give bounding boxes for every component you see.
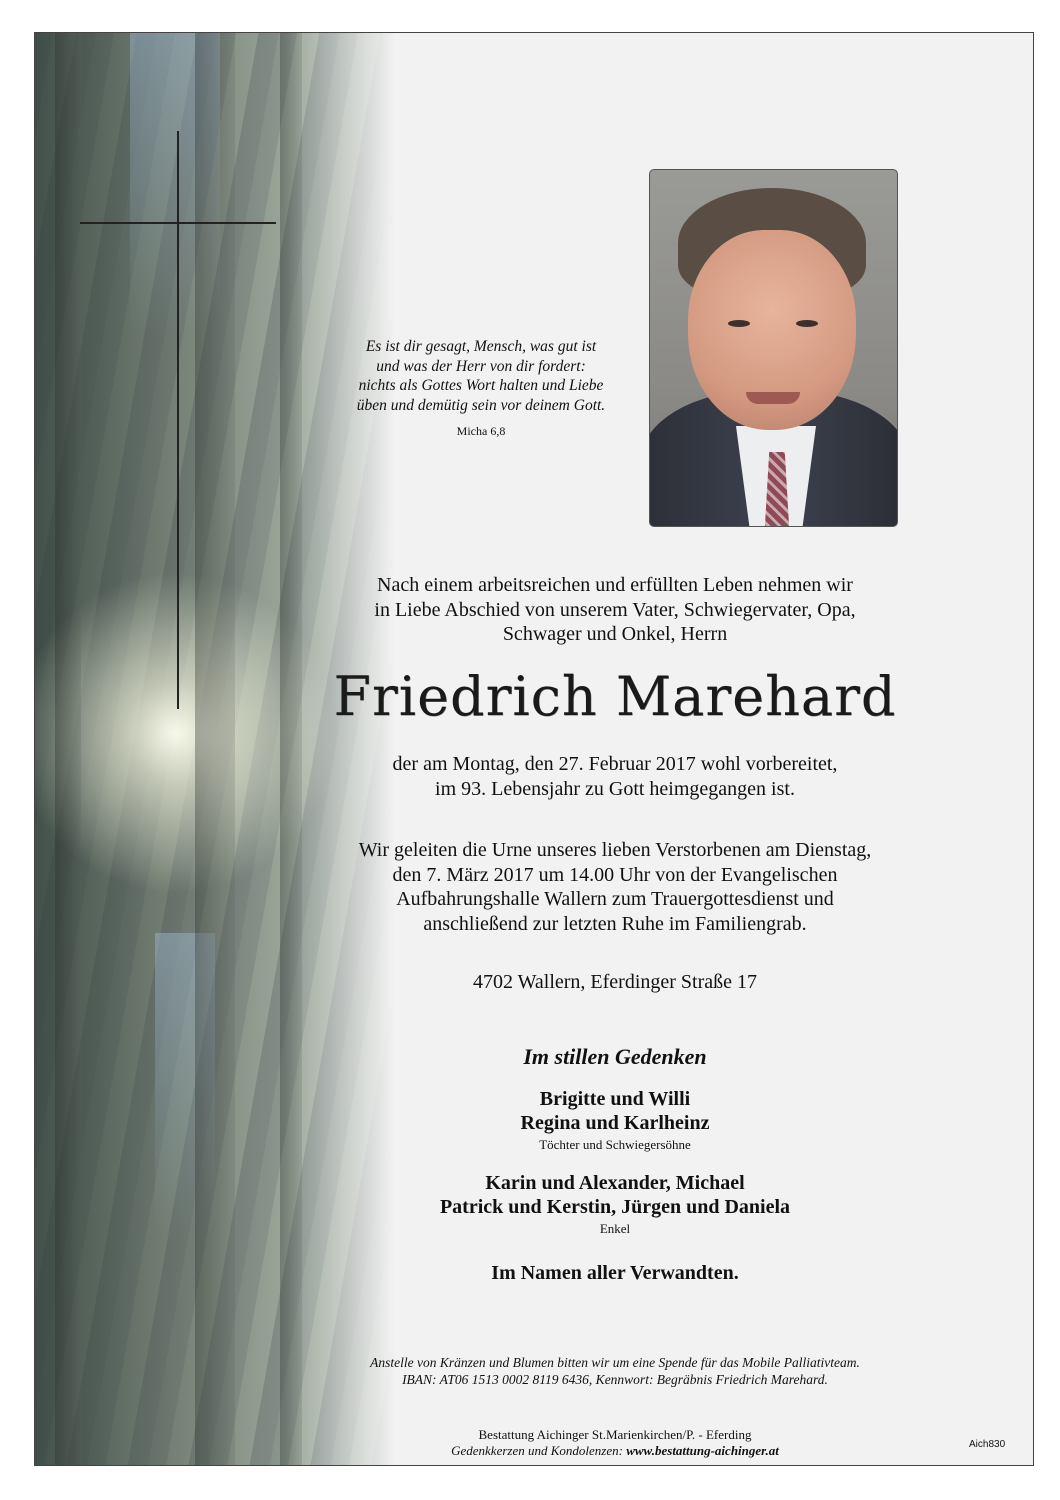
bible-quote	[331, 337, 631, 415]
death-line: der am Montag, den 27. Februar 2017 wohl vorbereitet,	[392, 753, 838, 775]
obituary-page	[34, 32, 1034, 1466]
undertaker-info	[315, 1427, 915, 1459]
undertaker-name: Bestattung Aichinger St.Marienkirchen/P. - Eferding	[478, 1427, 752, 1442]
cross-icon-bar	[80, 222, 276, 224]
cross-icon	[177, 131, 179, 709]
funeral-text	[315, 838, 915, 936]
family-line: Regina und Karlheinz	[520, 1112, 710, 1134]
portrait-photo	[649, 169, 898, 527]
funeral-line: anschließend zur letzten Ruhe im Familiengrab.	[423, 912, 807, 935]
donation-note	[295, 1354, 935, 1388]
closing-line: Im Namen aller Verwandten.	[491, 1262, 739, 1284]
family-line: Patrick und Kerstin, Jürgen und Daniela	[439, 1196, 791, 1218]
funeral-line: den 7. März 2017 um 14.00 Uhr von der Evangelischen	[392, 863, 838, 886]
deceased-name: Friedrich Marehard	[333, 665, 897, 728]
quote-line: Es ist dir gesagt, Mensch, was gut ist	[365, 338, 597, 355]
quote-line: nichts als Gottes Wort halten und Liebe	[358, 377, 604, 394]
family-line: Brigitte und Willi	[539, 1088, 691, 1110]
memory-heading: Im stillen Gedenken	[523, 1044, 707, 1069]
intro-line: Schwager und Onkel, Herrn	[502, 623, 728, 645]
family-relation: Töchter und Schwiegersöhne	[539, 1137, 691, 1152]
family-relation: Enkel	[599, 1221, 631, 1236]
intro-line: Nach einem arbeitsreichen und erfüllten Leben nehmen wir	[377, 574, 853, 596]
funeral-line: Aufbahrungshalle Wallern zum Trauergottesdienst und	[396, 888, 834, 910]
contact-label: Gedenkkerzen und Kondolenzen:	[451, 1443, 627, 1458]
family-line: Karin und Alexander, Michael	[485, 1172, 745, 1194]
undertaker-contact	[315, 1443, 915, 1459]
quote-line: und was der Herr von dir fordert:	[376, 357, 586, 375]
website-link[interactable]: www.bestattung-aichinger.at	[626, 1443, 779, 1458]
funeral-line: Wir geleiten die Urne unseres lieben Verstorbenen am Dienstag,	[358, 839, 872, 861]
family-group-grandchildren	[315, 1171, 915, 1219]
intro-line: in Liebe Abschied von unserem Vater, Schwiegervater, Opa,	[374, 598, 856, 621]
document-code: Aich830	[969, 1439, 1006, 1450]
forest-background-image	[35, 33, 395, 1465]
family-group-daughters	[315, 1087, 915, 1135]
donation-line: Anstelle von Kränzen und Blumen bitten wir um eine Spende für das Mobile Palliativteam.	[370, 1355, 860, 1370]
death-text	[315, 752, 915, 801]
quote-line: üben und demütig sein vor deinem Gott.	[356, 396, 606, 414]
donation-line: IBAN: AT06 1513 0002 8119 6436, Kennwort: Begräbnis Friedrich Marehard.	[402, 1372, 828, 1387]
death-line: im 93. Lebensjahr zu Gott heimgegangen ist.	[435, 777, 795, 800]
intro-text	[315, 573, 915, 647]
address: 4702 Wallern, Eferdinger Straße 17	[472, 971, 758, 993]
quote-reference: Micha 6,8	[456, 424, 506, 438]
